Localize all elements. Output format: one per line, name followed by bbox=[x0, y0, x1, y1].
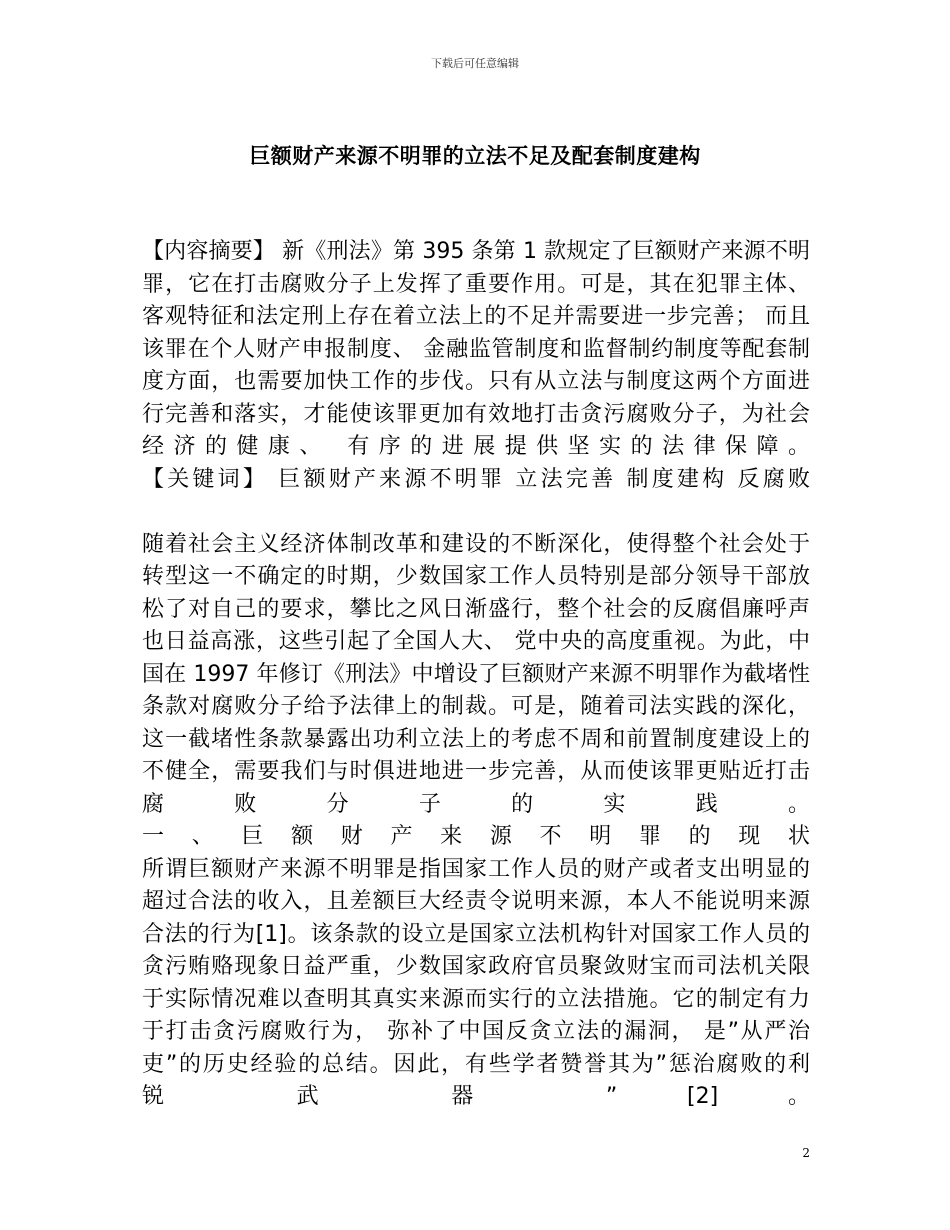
text-line: 转型这一不确定的时期，少数国家工作人员特别是部分领导干部放 bbox=[142, 564, 810, 589]
text-line: 腐 败 分 子 的 实 践 。 bbox=[142, 791, 810, 817]
text-line: 行完善和落实，才能使该罪更加有效地打击贪污腐败分子，为社会 bbox=[142, 401, 810, 427]
section-paragraph bbox=[142, 854, 810, 1114]
text-line: 罪，它在打击腐败分子上发挥了重要作用。可是，其在犯罪主体、 bbox=[142, 271, 810, 297]
section-heading: 一 、 巨 额 财 产 来 源 不 明 罪 的 现 状 bbox=[142, 824, 810, 849]
text-line: 客观特征和法定刑上存在着立法上的不足并需要进一步完善； 而且 bbox=[142, 304, 810, 329]
text-line: 超过合法的收入，且差额巨大经责令说明来源，本人不能说明来源 bbox=[142, 889, 810, 914]
document-title: 巨额财产来源不明罪的立法不足及配套制度建构 bbox=[249, 144, 701, 168]
text-line: 吏”的历史经验的总结。因此，有些学者赞誉其为”惩治腐败的利 bbox=[142, 1051, 810, 1077]
page-header: 下载后可任意编辑 bbox=[431, 57, 519, 70]
keywords-line: 【关键词】 巨额财产来源不明罪 立法完善 制度建构 反腐败 bbox=[142, 466, 810, 492]
page-number: 2 bbox=[802, 1146, 810, 1160]
document-body bbox=[142, 236, 810, 1114]
text-line: 度方面，也需要加快工作的步伐。只有从立法与制度这两个方面进 bbox=[142, 369, 810, 394]
text-line: 国在 1997 年修订《刑法》中增设了巨额财产来源不明罪作为截堵性 bbox=[142, 661, 810, 687]
text-line: 贪污贿赂现象日益严重，少数国家政府官员聚敛财宝而司法机关限 bbox=[142, 954, 810, 979]
abstract-paragraph bbox=[142, 236, 810, 496]
text-line: 松了对自己的要求，攀比之风日渐盛行，整个社会的反腐倡廉呼声 bbox=[142, 596, 810, 622]
text-line: 随着社会主义经济体制改革和建设的不断深化，使得整个社会处于 bbox=[142, 531, 810, 557]
text-line: 经济的健康、 有序的进展提供坚实的法律保障。 bbox=[142, 434, 810, 459]
text-line: 条款对腐败分子给予法律上的制裁。可是，随着司法实践的深化， bbox=[142, 694, 810, 719]
text-line: 也日益高涨，这些引起了全国人大、 党中央的高度重视。为此，中 bbox=[142, 629, 810, 654]
text-line: 不健全，需要我们与时俱进地进一步完善，从而使该罪更贴近打击 bbox=[142, 759, 810, 784]
intro-paragraph bbox=[142, 529, 810, 822]
text-line: 【内容摘要】 新《刑法》第 395 条第 1 款规定了巨额财产来源不明 bbox=[142, 239, 810, 264]
text-line: 所谓巨额财产来源不明罪是指国家工作人员的财产或者支出明显的 bbox=[142, 856, 810, 882]
text-line: 合法的行为[1]。该条款的设立是国家立法机构针对国家工作人员的 bbox=[142, 921, 810, 947]
text-line: 该罪在个人财产申报制度、 金融监管制度和监督制约制度等配套制 bbox=[142, 336, 810, 362]
paragraph-gap bbox=[142, 496, 810, 529]
text-line: 锐 武 器 ” [2] 。 bbox=[142, 1084, 810, 1109]
text-line: 于打击贪污腐败行为， 弥补了中国反贪立法的漏洞， 是”从严治 bbox=[142, 1019, 810, 1044]
text-line: 于实际情况难以查明其真实来源而实行的立法措施。它的制定有力 bbox=[142, 986, 810, 1012]
text-line: 这一截堵性条款暴露出功利立法上的考虑不周和前置制度建设上的 bbox=[142, 726, 810, 752]
